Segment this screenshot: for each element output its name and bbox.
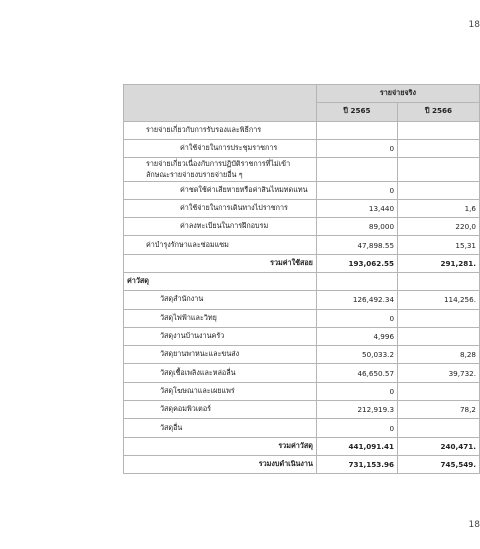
- table-row: [124, 382, 480, 400]
- table-row: [124, 291, 480, 309]
- table-row: [124, 364, 480, 382]
- row-label: วัสดุยานพาหนะและขนส่ง: [124, 346, 317, 364]
- value-2565: 126,492.34: [316, 291, 397, 309]
- value-2566: [398, 272, 480, 290]
- value-2566: [398, 121, 480, 139]
- row-label: ค่าใช้จ่ายในการเดินทางไปราชการ: [124, 199, 317, 217]
- value-2565: 47,898.55: [316, 236, 397, 254]
- table-row: [124, 419, 480, 437]
- value-2565: 0: [316, 382, 397, 400]
- page-number-bottom: 18: [468, 520, 480, 530]
- value-2566: [398, 382, 480, 400]
- subtotal-row: [124, 437, 480, 455]
- subtotal-label: รวมค่าใช้สอย: [124, 254, 317, 272]
- value-2565: 212,919.3: [316, 401, 397, 419]
- table-row: [124, 158, 480, 181]
- row-label: วัสดุสำนักงาน: [124, 291, 317, 309]
- value-2566: 220,0: [398, 218, 480, 236]
- section-row: [124, 272, 480, 290]
- header-actual-spending: รายจ่ายจริง: [316, 85, 479, 103]
- value-2566: 114,256.: [398, 291, 480, 309]
- row-label: วัสดุเชื้อเพลิงและหล่อลื่น: [124, 364, 317, 382]
- table-row: [124, 401, 480, 419]
- value-2565: 46,650.57: [316, 364, 397, 382]
- subtotal-2565: 193,062.55: [316, 254, 397, 272]
- value-2565: 0: [316, 181, 397, 199]
- row-label: รายจ่ายเกี่ยวเนื่องกับการปฏิบัติราชการที่ไม่เข้าลักษณะรายจ่ายงบรายจ่ายอื่น ๆ: [124, 158, 317, 181]
- row-label: วัสดุงานบ้านงานครัว: [124, 327, 317, 345]
- header-year-2565: ปี 2565: [316, 103, 397, 121]
- value-2566: 39,732.: [398, 364, 480, 382]
- value-2565: 0: [316, 419, 397, 437]
- section-label: ค่าวัสดุ: [124, 272, 317, 290]
- subtotal-2566: 240,471.: [398, 437, 480, 455]
- subtotal-row: [124, 254, 480, 272]
- value-2566: 8,28: [398, 346, 480, 364]
- value-2566: [398, 181, 480, 199]
- value-2565: [316, 158, 397, 181]
- table-row: [124, 139, 480, 157]
- table-row: [124, 218, 480, 236]
- header-row-group: [124, 85, 480, 103]
- value-2565: 89,000: [316, 218, 397, 236]
- expenditure-table: [123, 84, 480, 474]
- value-2566: [398, 158, 480, 181]
- value-2566: [398, 309, 480, 327]
- value-2566: [398, 419, 480, 437]
- total-2566: 745,549.: [398, 455, 480, 473]
- row-label: วัสดุโฆษณาและเผยแพร่: [124, 382, 317, 400]
- value-2566: 78,2: [398, 401, 480, 419]
- table-row: [124, 346, 480, 364]
- value-2565: 0: [316, 139, 397, 157]
- table-row: [124, 121, 480, 139]
- header-label-cell: [124, 85, 317, 122]
- subtotal-label: รวมค่าวัสดุ: [124, 437, 317, 455]
- table-row: [124, 199, 480, 217]
- value-2565: [316, 121, 397, 139]
- page-number-top: 18: [468, 20, 480, 30]
- value-2566: [398, 139, 480, 157]
- table-row: [124, 327, 480, 345]
- value-2566: [398, 327, 480, 345]
- value-2566: 1,6: [398, 199, 480, 217]
- value-2565: 4,996: [316, 327, 397, 345]
- subtotal-2566: 291,281.: [398, 254, 480, 272]
- total-row: [124, 455, 480, 473]
- table-row: [124, 181, 480, 199]
- value-2566: 15,31: [398, 236, 480, 254]
- row-label: วัสดุคอมพิวเตอร์: [124, 401, 317, 419]
- row-label: ค่าบำรุงรักษาและซ่อมแซม: [124, 236, 317, 254]
- table-row: [124, 236, 480, 254]
- row-label: รายจ่ายเกี่ยวกับการรับรองและพิธีการ: [124, 121, 317, 139]
- value-2565: 50,033.2: [316, 346, 397, 364]
- subtotal-2565: 441,091.41: [316, 437, 397, 455]
- value-2565: [316, 272, 397, 290]
- total-label: รวมงบดำเนินงาน: [124, 455, 317, 473]
- row-label: ค่าชดใช้ค่าเสียหายหรือค่าสินไหมทดแทน: [124, 181, 317, 199]
- row-label: วัสดุไฟฟ้าและวิทยุ: [124, 309, 317, 327]
- row-label: ค่าลงทะเบียนในการฝึกอบรม: [124, 218, 317, 236]
- row-label: วัสดุอื่น: [124, 419, 317, 437]
- header-year-2566: ปี 2566: [398, 103, 480, 121]
- total-2565: 731,153.96: [316, 455, 397, 473]
- row-label: ค่าใช้จ่ายในการประชุมราชการ: [124, 139, 317, 157]
- table-row: [124, 309, 480, 327]
- value-2565: 0: [316, 309, 397, 327]
- value-2565: 13,440: [316, 199, 397, 217]
